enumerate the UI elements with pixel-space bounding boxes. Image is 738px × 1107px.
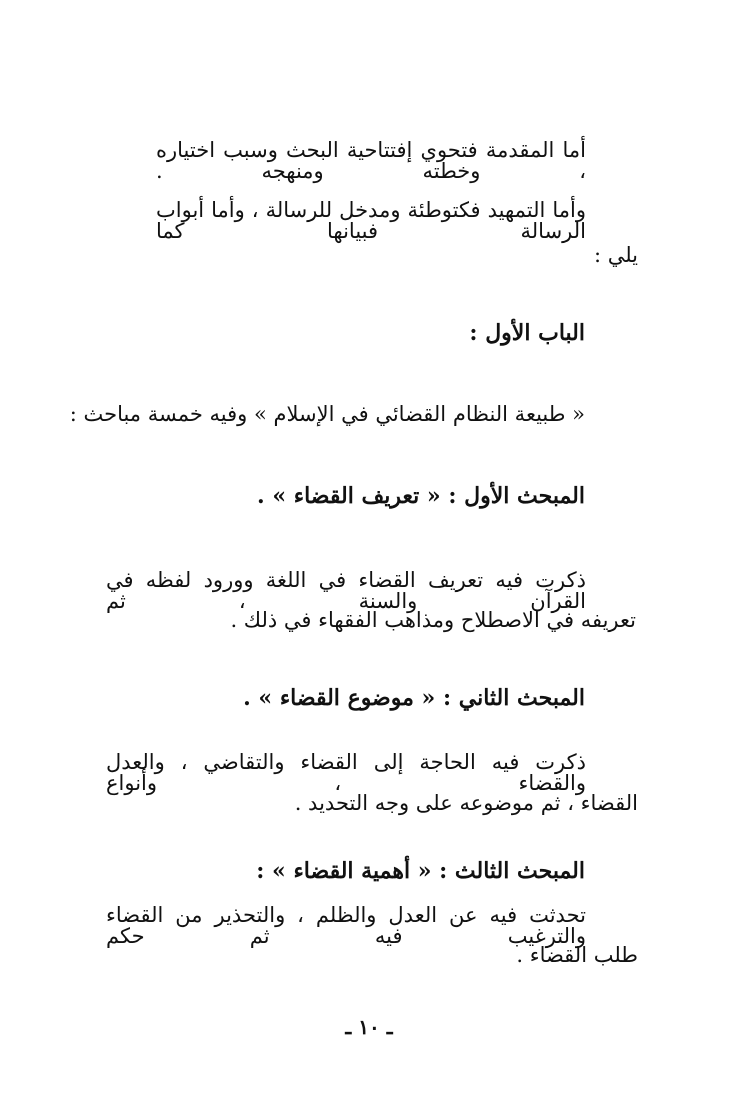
section-2-title: المبحث الثاني : « موضوع القضاء » . (243, 685, 585, 711)
section-1-line-1: ذكرت فيه تعريف القضاء في اللغة وورود لفظه في القرآن والسنة ، ثم (106, 568, 586, 613)
section-2-line-2: القضاء ، ثم موضوعه على وجه التحديد . (294, 791, 638, 815)
intro-line-2: وأما التمهيد فكتوطئة ومدخل للرسالة ، وأما أبواب الرسالة فبيانها كما (156, 198, 586, 243)
page-number: ـ ١٠ ـ (345, 1015, 393, 1039)
section-1-line-2: تعريفه في الاصطلاح ومذاهب الفقهاء في ذلك . (230, 608, 636, 632)
section-3-title: المبحث الثالث : « أهمية القضاء » : (256, 858, 585, 884)
section-2-line-1: ذكرت فيه الحاجة إلى القضاء والتقاضي ، والعدل والقضاء ، وأنواع (106, 750, 586, 795)
intro-line-3: يلي : (593, 243, 638, 267)
intro-line-1: أما المقدمة فتحوي إفتتاحية البحث وسبب اختياره ، وخطته ومنهجه . (156, 138, 586, 183)
chapter-title: الباب الأول : (469, 320, 585, 346)
section-1-title: المبحث الأول : « تعريف القضاء » . (257, 483, 585, 509)
section-3-line-2: طلب القضاء . (516, 943, 638, 967)
chapter-description: « طبيعة النظام القضائي في الإسلام » وفيه خمسة مباحث : (69, 402, 585, 426)
section-3-line-1: تحدثت فيه عن العدل والظلم ، والتحذير من القضاء والترغيب فيه ثم حكم (106, 903, 586, 948)
